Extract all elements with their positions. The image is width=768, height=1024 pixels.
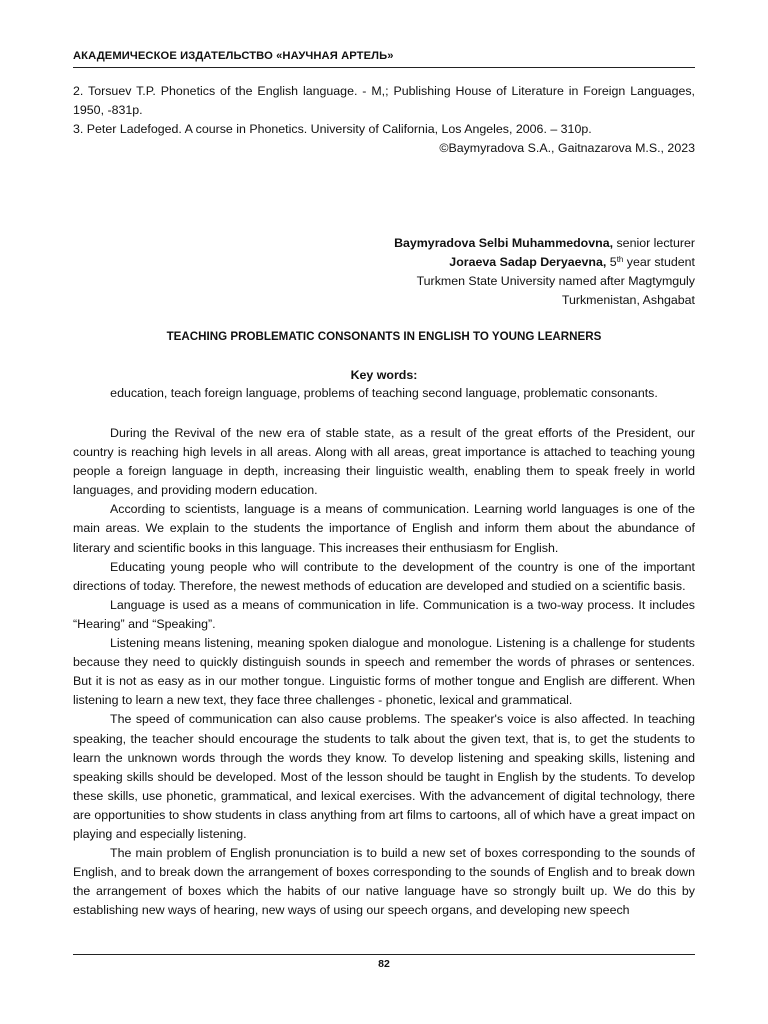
body-paragraph: The speed of communication can also cause problems. The speaker's voice is also affected. In teaching speaking, the teacher should encourage the students to talk about the given text, that is, to get the students to learn the unknown words through the words they know. To develop listening and speaking skills, listening and speaking skills should be developed. Most of the lesson should be taught in English by the students. To develop these skills, use phonetic, grammatical, and lexical exercises. With the advancement of digital technology, there are opportunities to show students in class anything from art films to cartoons, all of which have a great impact on playing and especially listening. xyxy=(73,712,695,841)
reference-item: 3. Peter Ladefoged. A course in Phonetics. University of California, Los Angeles, 2006. – 310p. xyxy=(73,122,592,136)
author-line-2: Joraeva Sadap Deryaevna, 5th year student xyxy=(449,255,695,269)
author-role: senior lecturer xyxy=(613,236,695,250)
keywords-heading: Key words: xyxy=(350,368,418,382)
author-block xyxy=(73,234,695,310)
header-divider xyxy=(73,67,695,68)
location: Turkmenistan, Ashgabat xyxy=(561,293,695,307)
copyright-notice: ©Baymyradova S.A., Gaitnazarova M.S., 2023 xyxy=(439,141,695,155)
footer-divider xyxy=(73,954,695,955)
body-paragraph: During the Revival of the new era of stable state, as a result of the great efforts of the President, our country is reaching high levels in all areas. Along with all areas, great importance is attached to teaching young people a foreign language in depth, increasing their linguistic wealth, enabling them to speak freely in world languages, and providing modern education. xyxy=(73,426,695,498)
body-paragraph: Educating young people who will contribute to the development of the country is one of the important directions of today. Therefore, the newest methods of education are developed and studied on a scientific basis. xyxy=(73,559,695,593)
reference-list xyxy=(73,82,695,158)
body-paragraph: The main problem of English pronunciation is to build a new set of boxes corresponding to the sounds of English, and to break down the arrangement of boxes corresponding to the sounds of English and to break down the arrangement of boxes which the habits of our native language have so strongly built up. We do this by establishing new ways of hearing, new ways of using our speech organs, and developing new speech xyxy=(73,846,695,918)
publisher-header: АКАДЕМИЧЕСКОЕ ИЗДАТЕЛЬСТВО «НАУЧНАЯ АРТЕЛЬ» xyxy=(73,50,394,62)
affiliation: Turkmen State University named after Magtymguly xyxy=(416,274,695,288)
author-name: Joraeva Sadap Deryaevna, xyxy=(449,255,607,269)
keywords-text: education, teach foreign language, problems of teaching second language, problematic consonants. xyxy=(110,386,658,400)
reference-item: 2. Torsuev T.P. Phonetics of the English language. - M,; Publishing House of Literature in Foreign Languages, 1950, -831p. xyxy=(73,84,695,117)
document-page xyxy=(73,0,695,1024)
body-paragraph: According to scientists, language is a means of communication. Learning world languages is one of the main areas. We explain to the students the importance of English and inform them about the abundance of literary and scientific books in this language. This increases their enthusiasm for English. xyxy=(73,502,695,555)
body-paragraph: Language is used as a means of communication in life. Communication is a two-way process. It includes “Hearing” and “Speaking”. xyxy=(73,597,695,631)
page-number: 82 xyxy=(378,958,390,970)
body-paragraph: Listening means listening, meaning spoken dialogue and monologue. Listening is a challenge for students because they need to quickly distinguish sounds in speech and remember the words of phrases or sentences. But it is not as easy as in our mother tongue. Linguistic forms of mother tongue and English are different. When listening to learn a new text, they face three challenges - phonetic, lexical and grammatical. xyxy=(73,636,695,708)
author-name: Baymyradova Selbi Muhammedovna, xyxy=(394,236,614,250)
article-title: TEACHING PROBLEMATIC CONSONANTS IN ENGLISH TO YOUNG LEARNERS xyxy=(166,330,602,343)
article-body xyxy=(73,424,695,920)
author-line-1 xyxy=(73,234,695,253)
